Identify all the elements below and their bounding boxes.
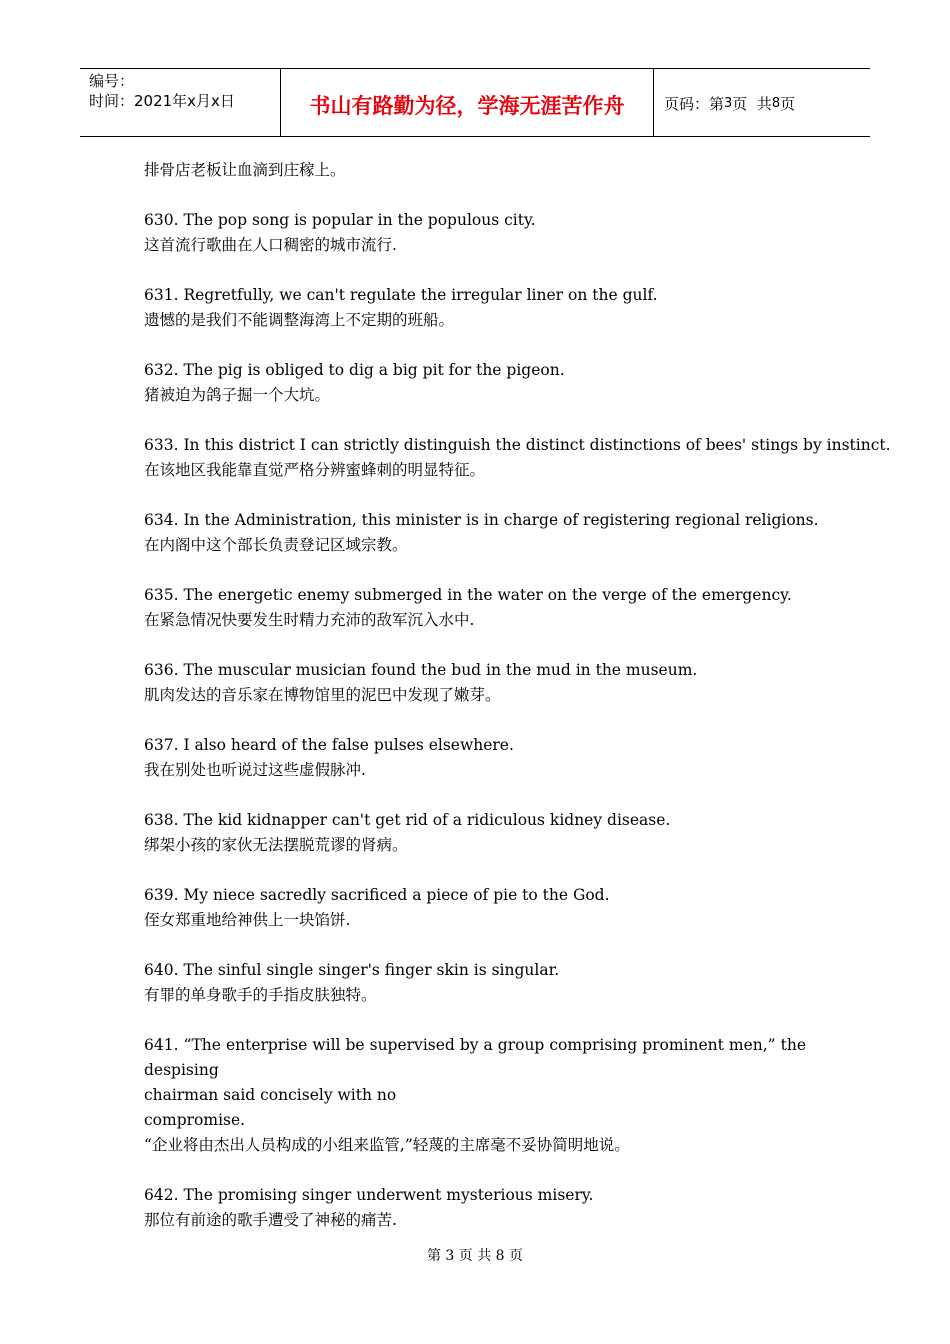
english-sentence: 635. The energetic enemy submerged in the water on the verge of the emergency. <box>144 586 792 604</box>
english-sentence: 631. Regretfully, we can't regulate the irregular liner on the gulf. <box>144 286 658 304</box>
english-sentence: 639. My niece sacredly sacrificed a piece of pie to the God. <box>144 886 610 904</box>
chinese-translation: 猪被迫为鸽子掘一个大坑。 <box>144 386 331 404</box>
page-suffix: 页 <box>780 95 796 113</box>
english-sentence-line: 641. “The enterprise will be supervised by a group comprising prominent men,” the despising <box>144 1036 806 1079</box>
chinese-translation: 这首流行歌曲在人口稠密的城市流行. <box>144 236 397 254</box>
document-code-label: 编号： <box>89 72 135 90</box>
chinese-translation: 侄女郑重地给神供上一块馅饼. <box>144 911 351 929</box>
chinese-translation: 在该地区我能靠直觉严格分辨蜜蜂刺的明显特征。 <box>144 461 486 479</box>
sentence-entry <box>144 283 806 333</box>
chinese-translation: 绑架小孩的家伙无法摆脱荒谬的肾病。 <box>144 836 408 854</box>
chinese-translation: 有罪的单身歌手的手指皮肤独特。 <box>144 986 377 1004</box>
page-total: 8 <box>771 96 781 111</box>
header-page-number <box>654 69 870 136</box>
document-date: 时间：2021年x月x日 <box>89 92 235 110</box>
sentence-entry <box>144 733 806 783</box>
header-motto: 书山有路勤为径，学海无涯苦作舟 <box>281 69 654 136</box>
chinese-translation: 在内阁中这个部长负责登记区域宗教。 <box>144 536 408 554</box>
english-sentence: 638. The kid kidnapper can't get rid of a ridiculous kidney disease. <box>144 811 671 829</box>
intro-line: 排骨店老板让血滴到庄稼上。 <box>144 161 346 179</box>
sentence-entry <box>144 208 806 258</box>
sentence-entry <box>144 808 806 858</box>
chinese-translation: “企业将由杰出人员构成的小组来监管,”轻蔑的主席毫不妥协简明地说。 <box>144 1136 630 1154</box>
english-sentence-line: chairman said concisely with no <box>144 1086 397 1104</box>
english-sentence: 640. The sinful single singer's finger skin is singular. <box>144 961 560 979</box>
header-meta <box>80 69 281 136</box>
english-sentence: 636. The muscular musician found the bud in the mud in the museum. <box>144 661 698 679</box>
page-prefix: 页码：第 <box>664 95 725 113</box>
document-body <box>144 158 891 1258</box>
sentence-entry <box>144 358 806 408</box>
chinese-translation: 我在别处也听说过这些虚假脉冲. <box>144 761 366 779</box>
page-header <box>80 68 870 137</box>
sentence-entry <box>144 658 806 708</box>
page-footer: 第 3 页 共 8 页 <box>426 1248 524 1264</box>
english-sentence: 633. In this district I can strictly distinguish the distinct distinctions of bees' stings by instinct. <box>144 436 891 454</box>
english-sentence: 637. I also heard of the false pulses elsewhere. <box>144 736 514 754</box>
sentence-entry <box>144 508 819 558</box>
chinese-translation: 在紧急情况快要发生时精力充沛的敌军沉入水中. <box>144 611 475 629</box>
english-sentence-line: compromise. <box>144 1111 246 1129</box>
page-current: 3 <box>724 96 733 111</box>
sentence-entry <box>144 1183 806 1233</box>
page-mid: 页 共 <box>732 95 772 113</box>
english-sentence: 630. The pop song is popular in the populous city. <box>144 211 536 229</box>
english-sentence: 634. In the Administration, this minister is in charge of registering regional religions. <box>144 511 819 529</box>
sentence-entry <box>144 583 806 633</box>
english-sentence: 632. The pig is obliged to dig a big pit for the pigeon. <box>144 361 565 379</box>
chinese-translation: 遗憾的是我们不能调整海湾上不定期的班船。 <box>144 311 455 329</box>
sentence-entry <box>144 433 891 483</box>
sentence-entry <box>144 883 806 933</box>
chinese-translation: 肌肉发达的音乐家在博物馆里的泥巴中发现了嫩芽。 <box>144 686 501 704</box>
intro-entry <box>144 158 806 183</box>
english-sentence: 642. The promising singer underwent mysterious misery. <box>144 1186 594 1204</box>
chinese-translation: 那位有前途的歌手遭受了神秘的痛苦. <box>144 1211 397 1229</box>
sentence-entry <box>144 958 806 1008</box>
sentence-entry <box>144 1033 806 1158</box>
